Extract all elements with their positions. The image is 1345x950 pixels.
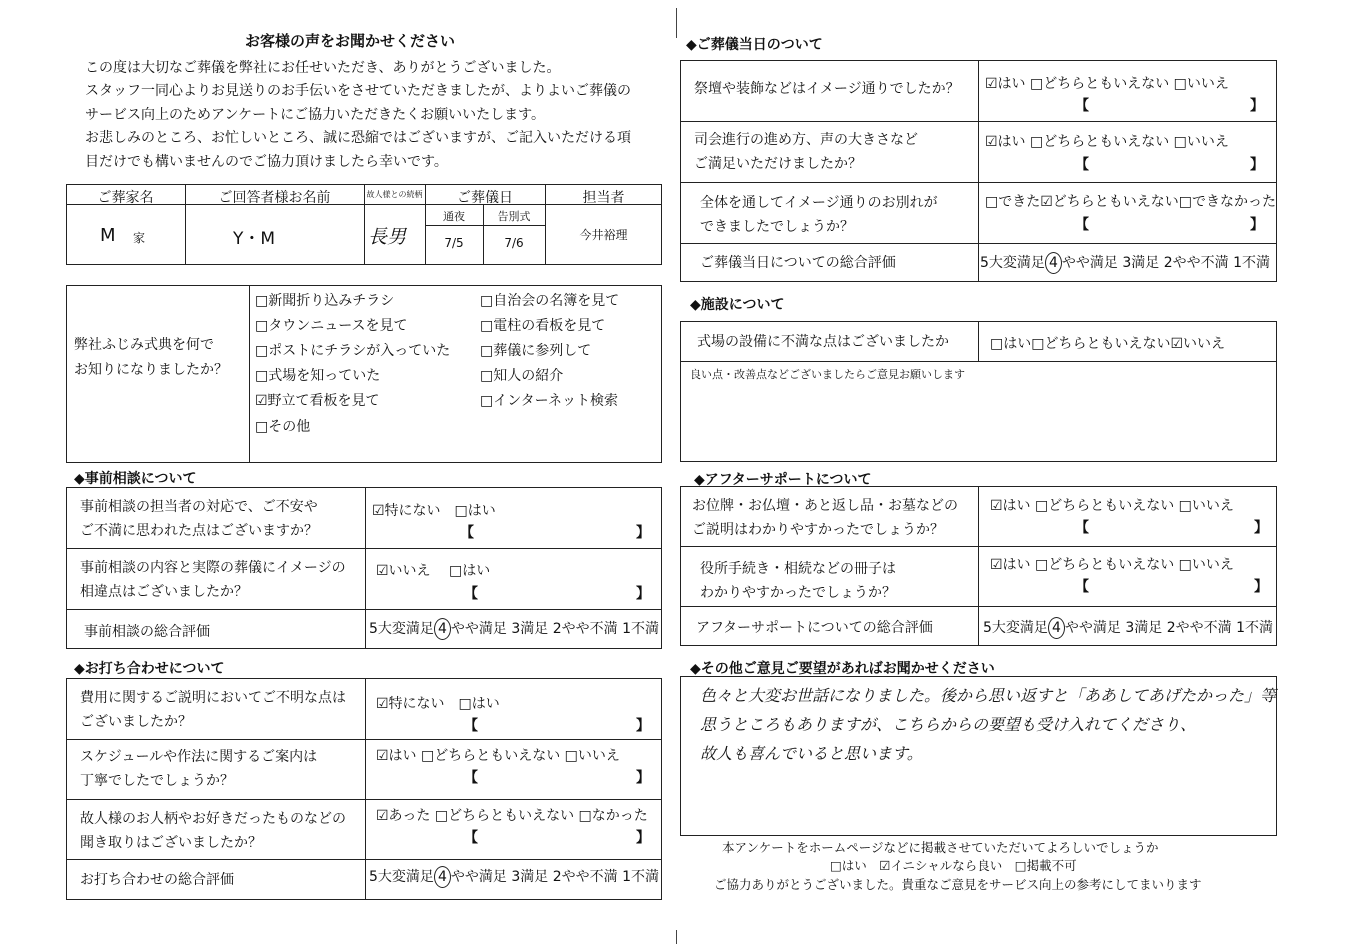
toujitsu-q4: ご葬儀当日についての総合評価	[700, 255, 896, 271]
source-option[interactable]: □ポストにチラシが入っていた	[255, 343, 451, 359]
uchiawase-q3: 故人様のお人柄やお好きだったものなどの	[80, 811, 346, 827]
jizen-q1: 事前相談の担当者の対応で、ご不安や	[80, 499, 318, 515]
page-fold	[676, 930, 677, 944]
bracket-close: 】	[636, 830, 650, 846]
relation-value: 長男	[368, 226, 407, 248]
rating-2: 2やや不満	[552, 621, 618, 637]
staff-name: 今井裕理	[579, 228, 628, 242]
section-after: ◆アフターサポートについて	[694, 472, 872, 488]
rating-4-circled: 4	[1048, 617, 1065, 639]
rating-2: 2やや不満	[1163, 255, 1229, 271]
bracket-open: 【	[464, 586, 478, 602]
kokubetsu-date: 7/6	[504, 236, 524, 250]
after-q1-options[interactable]: ☑はい □どちらともいえない □いいえ	[990, 498, 1234, 514]
rating-1: 1不満	[1233, 255, 1271, 271]
section-jizen: ◆事前相談について	[74, 471, 197, 487]
shisetsu-comment-label: 良い点・改善点などございましたらご意見お願いします	[690, 368, 965, 381]
toujitsu-q3-options[interactable]: □できた☑どちらともいえない□できなかった	[985, 194, 1277, 210]
section-toujitsu: ◆ご葬儀当日のついて	[686, 37, 823, 53]
bracket-open: 【	[1075, 217, 1089, 233]
comment-line: 色々と大変お世話になりました。後から思い返すと「ああしてあげたかった」等	[700, 686, 1277, 705]
rating-3: 3満足	[1125, 620, 1163, 636]
publish-question: 本アンケートをホームページなどに掲載させていただいてよろしいでしょうか	[722, 840, 1159, 855]
after-q1: ご説明はわかりやすかったでしょうか？	[692, 522, 944, 538]
source-option[interactable]: □知人の紹介	[480, 368, 564, 384]
header-relation: 故人様との続柄	[366, 190, 423, 199]
rating-3: 3満足	[1122, 255, 1160, 271]
bracket-open: 【	[1075, 520, 1089, 536]
jizen-rating[interactable]	[369, 618, 659, 640]
shisetsu-q1: 式場の設備に不満な点はございましたか	[697, 334, 949, 350]
source-option[interactable]: □電柱の看板を見て	[480, 318, 606, 334]
section-other: ◆その他ご意見ご要望があればお聞かせください	[690, 661, 995, 677]
bracket-open: 【	[1075, 157, 1089, 173]
uchiawase-q2: スケジュールや作法に関するご案内は	[80, 749, 318, 765]
intro-line: スタッフ一同心よりお見送りのお手伝いをさせていただきましたが、よりよいご葬儀の	[85, 83, 631, 99]
source-option[interactable]: □タウンニュースを見て	[255, 318, 408, 334]
bracket-close: 】	[636, 586, 650, 602]
shisetsu-q1-options[interactable]: □はい□どちらともいえない☑いいえ	[990, 336, 1226, 352]
source-option[interactable]: □式場を知っていた	[255, 368, 381, 384]
intro-line: お悲しみのところ、お忙しいところ、誠に恐縮ではございますが、ご記入いただける項	[85, 130, 631, 146]
toujitsu-q2-options[interactable]: ☑はい □どちらともいえない □いいえ	[985, 134, 1229, 150]
section-shisetsu: ◆施設について	[690, 297, 785, 313]
publish-thanks: ご協力ありがとうございました。貴重なご意見をサービス向上の参考にしてまいります	[714, 877, 1202, 892]
intro-line: この度は大切なご葬儀を弊社にお任せいただき、ありがとうございました。	[85, 60, 561, 76]
uchiawase-q1: ございましたか？	[80, 714, 192, 730]
toujitsu-q1-options[interactable]: ☑はい □どちらともいえない □いいえ	[985, 76, 1229, 92]
source-option[interactable]: □葬儀に参列して	[480, 343, 592, 359]
uchiawase-q2: 丁寧でしたでしょうか？	[80, 773, 234, 789]
rating-4-label: やや満足	[450, 621, 507, 637]
intro-line: 目だけでも構いませんのでご協力頂けましたら幸いです。	[85, 154, 448, 170]
rating-5: 5大変満足	[983, 620, 1048, 636]
bracket-open: 【	[460, 525, 474, 541]
bracket-close: 】	[1254, 520, 1268, 536]
source-option[interactable]: ☑野立て看板を見て	[255, 393, 380, 409]
respondent-name: Y・M	[233, 229, 276, 249]
rating-4-label: やや満足	[1061, 255, 1118, 271]
intro-line: サービス向上のためアンケートにご協力いただきたくお願いいたします。	[85, 107, 546, 123]
rating-1: 1不満	[1236, 620, 1274, 636]
after-rating[interactable]	[983, 617, 1273, 639]
bracket-close: 】	[636, 718, 650, 734]
bracket-close: 】	[636, 770, 650, 786]
rating-5: 5大変満足	[980, 255, 1045, 271]
toujitsu-q1: 祭壇や装飾などはイメージ通りでしたか？	[694, 81, 960, 97]
source-option[interactable]: □その他	[255, 419, 311, 435]
header-date: ご葬儀日	[457, 190, 513, 206]
jizen-q1-options[interactable]: ☑特にない □はい	[372, 503, 496, 519]
jizen-q3: 事前相談の総合評価	[84, 624, 210, 640]
header-family: ご葬家名	[97, 190, 154, 206]
header-kokubetsu: 告別式	[497, 210, 531, 223]
uchiawase-q1: 費用に関するご説明においてご不明な点は	[80, 690, 346, 706]
jizen-q2: 事前相談の内容と実際の葬儀にイメージの	[80, 560, 346, 576]
uchiawase-rating[interactable]	[369, 866, 659, 888]
tsuya-date: 7/5	[444, 236, 464, 250]
jizen-q2-options[interactable]: ☑いいえ □はい	[376, 563, 491, 579]
rating-5: 5大変満足	[369, 869, 434, 885]
family-suffix: 家	[133, 231, 146, 245]
rating-4-circled: 4	[1045, 252, 1062, 274]
section-uchiawase: ◆お打ち合わせについて	[74, 661, 225, 677]
bracket-open: 【	[1075, 579, 1089, 595]
uchiawase-q1-options[interactable]: ☑特にない □はい	[376, 696, 500, 712]
toujitsu-q3: 全体を通してイメージ通りのお別れが	[700, 195, 938, 211]
uchiawase-q4: お打ち合わせの総合評価	[80, 872, 234, 888]
rating-1: 1不満	[622, 869, 660, 885]
toujitsu-q3: できましたでしょうか？	[700, 219, 854, 235]
source-question: 弊社ふじみ式典を何で	[74, 337, 214, 353]
source-option[interactable]: □新聞折り込みチラシ	[255, 293, 395, 309]
toujitsu-q2: ご満足いただけましたか？	[694, 156, 862, 172]
publish-options[interactable]: □はい ☑イニシャルなら良い □掲載不可	[830, 858, 1077, 873]
after-q2-options[interactable]: ☑はい □どちらともいえない □いいえ	[990, 557, 1234, 573]
after-q1: お位牌・お仏壇・あと返し品・お墓などの	[692, 498, 958, 514]
survey-title: お客様の声をお聞かせください	[245, 32, 456, 50]
after-q2: 役所手続き・相続などの冊子は	[700, 561, 896, 577]
uchiawase-q3: 聞き取りはございましたか？	[80, 835, 262, 851]
bracket-close: 】	[1254, 579, 1268, 595]
bracket-open: 【	[464, 830, 478, 846]
bracket-open: 【	[464, 718, 478, 734]
rating-3: 3満足	[511, 621, 549, 637]
page-fold	[676, 8, 677, 38]
bracket-close: 】	[1250, 98, 1264, 114]
rating-4-label: やや満足	[450, 869, 507, 885]
uchiawase-q3-options[interactable]: ☑あった □どちらともいえない □なかった	[376, 808, 648, 824]
source-option[interactable]: □自治会の名簿を見て	[480, 293, 620, 309]
toujitsu-rating[interactable]	[980, 252, 1270, 274]
uchiawase-q2-options[interactable]: ☑はい □どちらともいえない □いいえ	[376, 748, 620, 764]
comment-line: 思うところもありますが、こちらからの要望も受け入れてくださり、	[700, 715, 1197, 734]
rating-2: 2やや不満	[552, 869, 618, 885]
rating-4-circled: 4	[434, 618, 451, 640]
rating-4-circled: 4	[434, 866, 451, 888]
bracket-open: 【	[1075, 98, 1089, 114]
source-option[interactable]: □インターネット検索	[480, 393, 618, 409]
rating-1: 1不満	[622, 621, 660, 637]
source-question: お知りになりましたか？	[74, 362, 228, 378]
toujitsu-q2: 司会進行の進め方、声の大きさなど	[694, 132, 918, 148]
rating-5: 5大変満足	[369, 621, 434, 637]
bracket-close: 】	[636, 525, 650, 541]
jizen-q1: ご不満に思われた点はございますか？	[80, 523, 318, 539]
rating-3: 3満足	[511, 869, 549, 885]
header-respondent: ご回答者様お名前	[218, 190, 331, 206]
bracket-close: 】	[1250, 157, 1264, 173]
bracket-open: 【	[464, 770, 478, 786]
bracket-close: 】	[1250, 217, 1264, 233]
header-staff: 担当者	[582, 190, 625, 206]
rating-2: 2やや不満	[1166, 620, 1232, 636]
jizen-q2: 相違点はございましたか？	[80, 584, 248, 600]
rating-4-label: やや満足	[1064, 620, 1121, 636]
after-q3: アフターサポートについての総合評価	[696, 620, 933, 636]
family-initial: M	[100, 225, 116, 246]
comment-line: 故人も喜んでいると思います。	[700, 744, 923, 763]
header-tsuya: 通夜	[443, 210, 465, 223]
after-q2: わかりやすかったでしょうか？	[700, 585, 896, 601]
